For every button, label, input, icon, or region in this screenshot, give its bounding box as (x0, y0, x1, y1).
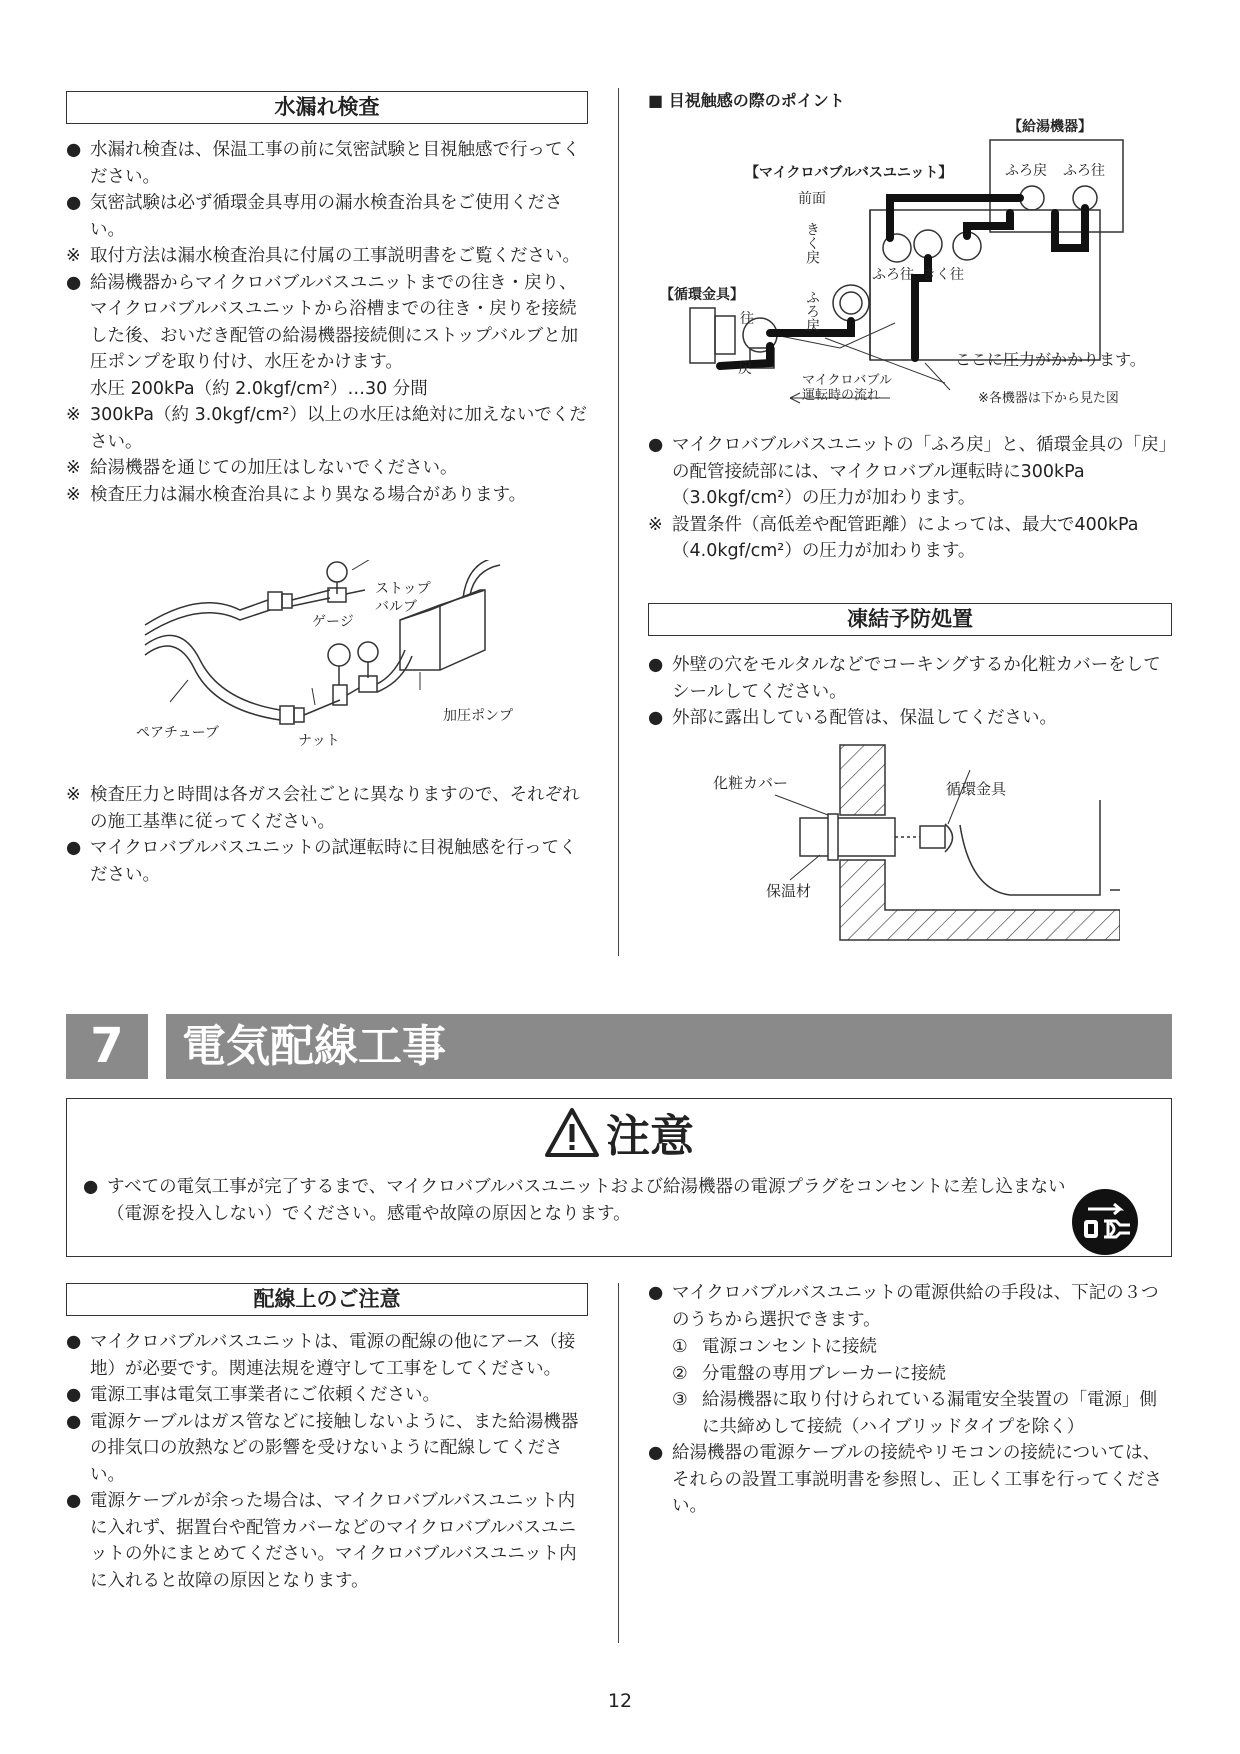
unit-label: 【マイクロバブルバスユニット】 (745, 165, 953, 181)
furo-return-label: ふろ戻 (804, 290, 820, 332)
section-number: 7 (66, 1014, 148, 1079)
pump-label: 加圧ポンプ (443, 708, 513, 724)
list-item: 水圧 200kPa（約 2.0kgf/cm²）…30 分間 (90, 378, 428, 399)
wiring-notes-list (66, 1329, 588, 1594)
warning-triangle-icon (544, 1107, 600, 1159)
leak-test-list (66, 137, 588, 508)
insulation-label: 保温材 (766, 882, 812, 900)
view-note: ※各機器は下から見た図 (978, 391, 1119, 406)
heater-out-label: ふろ往 (1063, 163, 1105, 179)
list-item: ● 給湯機器からマイクロバブルバスユニットまでの往き・戻り、マイクロバブルバスユニットから浴槽までの往き・戻りを接続した後、おいだき配管の給湯機器接続側にストップバルブと加圧ポンプを取り付け、水圧をかけます。 (66, 272, 579, 372)
flow-label: マイクロバブル 運転時の流れ (802, 373, 892, 403)
section-title: 電気配線工事 (166, 1014, 1172, 1079)
list-item: ● 電源ケーブルはガス管などに接触しないように、また給湯機器の排気口の放熱などの影響を受けないように配線してください。 (66, 1411, 579, 1485)
column-divider-bottom (618, 1283, 619, 1643)
list-item: ● マイクロバブルバスユニットの試運転時に目視触感を行ってください。 (66, 838, 577, 885)
fitting-wall-label: 循環金具 (946, 780, 1007, 798)
list-item: ※ 設置条件（高低差や配管距離）によっては、最大で400kPa（4.0kgf/cm²）の圧力が加わります。 (648, 514, 1139, 561)
heater-label: 【給湯機器】 (1008, 119, 1092, 135)
kiku-out-label: きく往 (922, 267, 964, 283)
leak-test-list-2 (66, 782, 588, 888)
fitting-return-label: 戻 (738, 361, 752, 377)
list-item: ● マイクロバブルバスユニットは、電源の配線の他にアース（接地）が必要です。関連法規を遵守して工事をしてください。 (66, 1332, 576, 1379)
wiring-notes-heading: 配線上のご注意 (66, 1283, 588, 1316)
list-item: ※ 検査圧力は漏水検査治具により異なる場合があります。 (66, 484, 527, 505)
inspection-list (648, 432, 1172, 565)
stop-valve-label: ストップ バルブ (375, 581, 431, 615)
wall-section-figure (770, 740, 1120, 950)
list-item: ● 外部に露出している配管は、保温してください。 (648, 708, 1057, 728)
cover-label: 化粧カバー (713, 774, 789, 792)
list-item: ● 水漏れ検査は、保温工事の前に気密試験と目視触感で行ってください。 (66, 140, 580, 187)
list-item: ※ 取付方法は漏水検査治具に付属の工事説明書をご覧ください。 (66, 246, 580, 266)
pressure-label: ここに圧力がかかります。 (955, 350, 1146, 369)
unplug-icon (1070, 1187, 1140, 1257)
list-item: ● 電源ケーブルが余った場合は、マイクロバブルバスユニット内に入れず、据置台や配管カバーなどのマイクロバブルバスユニットの外にまとめてください。マイクロバブルバスユニット内に入れると故障の原因となります。 (66, 1491, 577, 1591)
list-item: ② 分電盤の専用ブレーカーに接続 (672, 1363, 946, 1384)
caution-box (66, 1098, 1172, 1257)
caution-title-row (67, 1107, 1171, 1165)
pair-tube-label: ペアチューブ (136, 725, 219, 741)
column-divider (618, 88, 619, 956)
list-item: ● 気密試験は必ず循環金具専用の漏水検査治具をご使用ください。 (66, 193, 563, 240)
list-item: ※ 給湯機器を通じての加圧はしないでください。 (66, 458, 458, 478)
caution-text: ● すべての電気工事が完了するまで、マイクロバブルバスユニットおよび給湯機器の電源プラグをコンセントに差し込まない（電源を投入しない）でください。感電や故障の原因となります。 (83, 1177, 1066, 1224)
fitting-out-label: 往 (740, 311, 754, 327)
leak-test-heading: 水漏れ検査 (66, 91, 588, 124)
power-supply-outro (648, 1440, 1172, 1520)
power-supply-intro (648, 1280, 1172, 1333)
power-supply-options (672, 1334, 1172, 1440)
caution-title: 注意 (606, 1111, 694, 1162)
list-item: ● 給湯機器の電源ケーブルの接続やリモコンの接続については、それらの設置工事説明書を参照し、正しく工事を行ってください。 (648, 1443, 1162, 1516)
list-item: ● 電源工事は電気工事業者にご依頼ください。 (66, 1385, 440, 1405)
kiku-return-label: きく戻 (804, 222, 820, 264)
gauge-label: ゲージ (312, 614, 354, 630)
list-item: ● マイクロバブルバスユニットの「ふろ戻」と、循環金具の「戻」の配管接続部には、マイクロバブル運転時に300kPa（3.0kgf/cm²）の圧力が加わります。 (648, 435, 1168, 508)
fitting-label: 【循環金具】 (660, 287, 744, 303)
front-label: 前面 (798, 191, 826, 207)
list-item: ③ 給湯機器に取り付けられている漏電安全装置の「電源」側に共締めして接続（ハイブリッドタイプを除く） (672, 1390, 1157, 1437)
nut-label: ナット (298, 733, 340, 749)
list-item: ※ 300kPa（約 3.0kgf/cm²）以上の水圧は絶対に加えないでください。 (66, 405, 587, 452)
heater-return-label: ふろ戻 (1005, 163, 1047, 179)
furo-out-label: ふろ往 (872, 267, 914, 283)
freeze-prevention-list (648, 652, 1172, 732)
list-item: ● 外壁の穴をモルタルなどでコーキングするか化粧カバーをしてシールしてください。 (648, 655, 1161, 702)
list-item: ① 電源コンセントに接続 (672, 1337, 877, 1357)
list-item: ● マイクロバブルバスユニットの電源供給の手段は、下記の３つのうちから選択できます。 (648, 1283, 1159, 1330)
list-item: ※ 検査圧力と時間は各ガス会社ごとに異なりますので、それぞれの施工基準に従ってください。 (66, 785, 580, 832)
inspection-points-subheading: ■ 目視触感の際のポイント (648, 91, 845, 110)
page-number: 12 (607, 1690, 633, 1712)
freeze-prevention-heading: 凍結予防処置 (648, 603, 1172, 636)
